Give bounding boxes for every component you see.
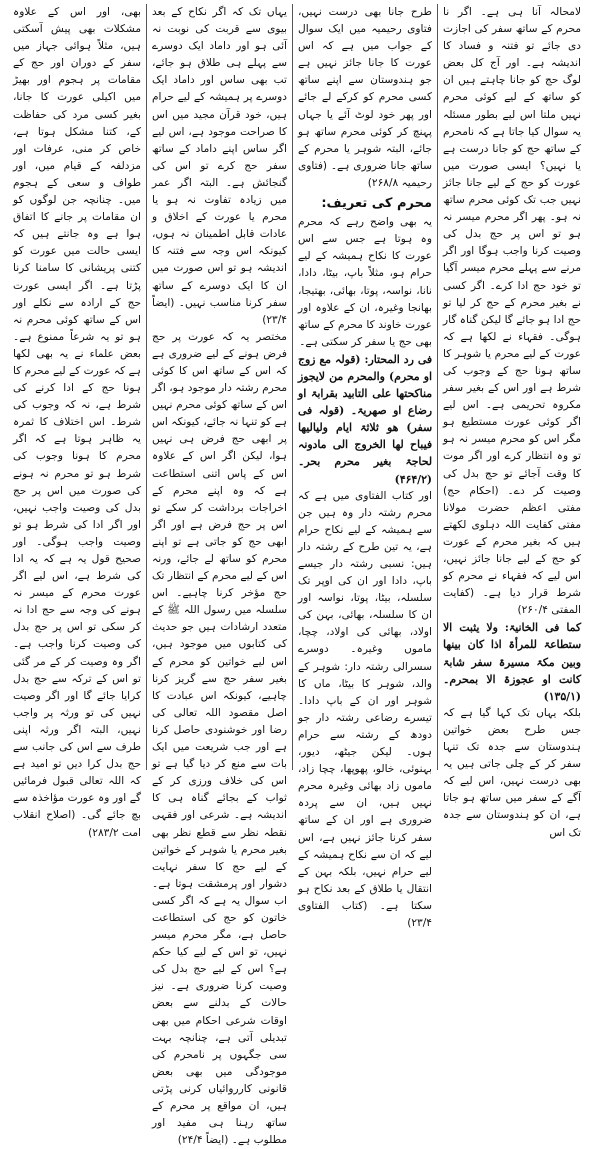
paragraph: بھی، اور اس کے علاوہ مشکلات بھی پیش آسکتی ہیں، مثلاً ہوائی جہاز میں سفر کے دوران اور حج کے مقامات پر ہجوم اور بھیڑ میں اکیلی عورت کا جانا، بغیر کسی مرد کی حفاظت کے، کتنا مشکل ہوتا ہے، خاص کر منی، عرفات اور مزدلفہ کے قیام میں، اور طواف و سعی کے ہجوم میں۔ چنانچہ جن لوگوں کو ان مقامات پر جانے کا اتفاق ہوا ہے وہ جانتے ہیں کہ ایسی حالت میں عورت کو کتنی پریشانی کا سامنا کرنا پڑتا ہے۔ اگر ایسی عورت حج کے ارادہ سے نکلے اور اس کے ساتھ کوئی محرم نہ ہو تو یہ شرعاً ممنوع ہے۔ بعض علماء نے یہ بھی لکھا ہے کہ عورت کے لیے محرم کا ہونا حج کے ادا کرنے کی شرط ہے، نہ کہ وجوب کی شرط۔ اس اختلاف کا ثمرہ یہ ظاہر ہوتا ہے کہ اگر محرم کا ہونا وجوب کی شرط ہو تو محرم نہ ہونے کی صورت میں اس پر حج بدل کی وصیت واجب نہیں، اور اگر ادا کی شرط ہو تو وصیت واجب ہوگی۔ اور صحیح قول یہ ہے کہ یہ ادا کی شرط ہے، اس لیے اگر عورت محرم کے میسر نہ ہونے کی وجہ سے حج ادا نہ کر سکی تو اس پر حج بدل کی وصیت کرنا واجب ہے۔ اگر وہ وصیت کر کے مر گئی تو اس کے ترکہ سے حج بدل کرایا جائے گا اور اگر وصیت نہیں کی تو ورثہ پر واجب نہیں، البتہ اگر ورثہ اپنی طرف سے اس کی جانب سے حج بدل کرا دیں تو امید ہے کہ اللہ تعالی قبول فرمائیں گے اور وہ عورت مؤاخذہ سے بچ جائے گی۔ (اصلاح انقلاب امت ۲۸۳/۲) xyxy=(13,6,141,839)
column-4 xyxy=(8,4,147,839)
arabic-quotation: فی رد المحتار: (قولہ مع زوج او محرم) والمحرم من لایجوز مناکحتھا علی التابید بقرابۃ او رضاع او صھریۃ۔ (قولہ فی سفر) ھو ثلاثۃ ایام ولیالیھا فیباح لھا الخروج الی مادونہ لحاجۃ بغیر محرم بحر۔ (۴۶۴/۲) xyxy=(298,352,432,486)
arabic-quotation: کما فی الخانیۃ: ولا یثبت الا ستطاعۃ للمرأۃ اذا کان بینھا وبین مکۃ مسیرۃ سفر شابۃ کانت او عجوزۃ الا بمحرم۔ (۱۳۵/۱) xyxy=(443,621,581,703)
paragraph: بلکہ یہاں تک کہا گیا ہے کہ جس طرح بعض خواتین ہندوستان سے جدہ تک تنہا سفر کر کے چلی جاتی ہیں یہ بھی درست نہیں، اس لیے کہ آگے کے سفر میں ساتھ ہو جاتا ہے، ان کو ہندوستان سے جدہ تک اس xyxy=(443,706,581,839)
paragraph: لامحالہ آنا ہی ہے۔ اگر نا محرم کے ساتھ سفر کی اجازت دی جائے تو فتنہ و فساد کا اندیشہ ہے۔ اور آج کل بعض لوگ حج کو جانا چاہتے ہیں ان کو ساتھ کے لیے کوئی محرم نہیں ملتا اس لیے بطور مسئلہ یہ سوال کیا جاتا ہے کہ نامحرم کے ساتھ حج کو جانا درست ہے یا نہیں؟ ایسی صورت میں عورت کو حج کے لیے جانا جائز نہیں جب تک کوئی محرم ساتھ نہ ہو۔ پھر اگر محرم میسر نہ ہو تو اس پر حج بدل کی وصیت کرنا واجب ہوگا اور اگر مرنے سے پہلے محرم میسر آگیا تو خود حج ادا کرے۔ اگر کسی نے بغیر محرم کے حج کر لیا تو حج ادا ہو جائے گا لیکن گناہ گار ہوگی۔ فقہاء نے لکھا ہے کہ عورت کے لیے محرم یا شوہر کا ساتھ ہونا حج کے وجوب کی شرط ہے اور اس کے بغیر سفر مکروہ تحریمی ہے۔ اس لیے اگر کوئی عورت مستطیع ہو مگر اس کو محرم میسر نہ ہو تو وہ انتظار کرے اور اگر موت کا وقت آجائے تو حج بدل کی وصیت کر دے۔ (احکام حج) مفتی اعظم حضرت مولانا مفتی کفایت اللہ دہلوی لکھتے ہیں کہ بغیر محرم کے عورت کو حج کے لیے جانا جائز نہیں، اس لیے کہ فقہاء نے محرم کو شرط قرار دیا ہے۔ (کفایت المفتی ۲۶۰/۴) xyxy=(443,6,581,617)
column-2 xyxy=(293,4,438,929)
paragraph: اور کتاب الفتاوی میں ہے کہ محرم رشتہ دار وہ ہیں جن سے ہمیشہ کے لیے نکاح حرام ہے، یہ تین طرح کے رشتہ دار ہیں: نسبی رشتہ دار جیسے باپ، دادا اور ان کی اوپر تک سلسلہ، بیٹا، پوتا، نواسہ اور ان کا سلسلہ، بھائی، بہن کی اولاد، بھائی کی اولاد، چچا، ماموں وغیرہ۔ دوسرے سسرالی رشتہ دار: شوہر کے والد، شوہر کا بیٹا، ماں کا شوہر اور ان کے باپ دادا۔ تیسرے رضاعی رشتہ دار جو دودھ کے رشتہ سے حرام ہوں۔ لیکن جیٹھ، دیور، بہنوئی، خالو، پھوپھا، چچا زاد، ماموں زاد بھائی وغیرہ محرم نہیں ہیں، ان سے پردہ ضروری ہے اور ان کے ساتھ سفر کرنا جائز نہیں ہے، اس لیے کہ ان سے نکاح ہمیشہ کے لیے حرام نہیں، بلکہ بہن کے انتقال یا طلاق کے بعد نکاح ہو سکتا ہے۔ (کتاب الفتاوی ۲۳/۴) xyxy=(298,489,432,929)
column-3 xyxy=(147,4,293,1147)
paragraph: یہ بھی واضح رہے کہ محرم وہ ہوتا ہے جس سے اس عورت کا نکاح ہمیشہ کے لیے حرام ہو، مثلاً باپ، بیٹا، دادا، نانا، نواسہ، پوتا، بھائی، بھتیجا، بھانجا وغیرہ، ان کے علاوہ اور عورت خاوند کا محرم کے ساتھ بھی حج یا سفر کر سکتی ہے۔ xyxy=(298,216,432,348)
paragraph: مختصر یہ کہ عورت پر حج فرض ہونے کے لیے ضروری ہے کہ اس کے ساتھ اس کا کوئی محرم رشتہ دار موجود ہو، اگر اس کے ساتھ کوئی محرم نہیں ہے کو تنہا نہ جائے، کیونکہ اس پر ابھی حج فرض ہی نہیں ہوا، لیکن اگر اس کے علاوہ اس کے پاس اتنی استطاعت ہے کہ وہ اپنے محرم کے اخراجات برداشت کر سکے تو اس پر حج فرض ہے اور اگر ابھی حج کو جاتی ہے تو اپنے محرم کو ساتھ لے جائے، ورنہ اس کے لیے محرم کے انتظار تک حج مؤخر کرنا چاہیے۔ اس سلسلہ میں رسول اللہ ﷺ کے متعدد ارشادات ہیں جو حدیث کی کتابوں میں موجود ہیں، اس لیے خواتین کو محرم کے بغیر سفر حج سے گریز کرنا چاہیے، کیونکہ اس عبادت کا اصل مقصود اللہ تعالی کی رضا اور خوشنودی حاصل کرنا ہے اور جب شریعت میں ایک بات سے منع کر دیا گیا ہے تو اس کی خلاف ورزی کر کے ثواب کے بجائے گناہ ہی کا اندیشہ ہے۔ شرعی اور فقہی نقطہ نظر سے قطع نظر بھی بغیر محرم یا شوہر کے خواتین کے لیے حج کا سفر نہایت دشوار اور پرمشقت ہوتا ہے۔ اب سوال یہ ہے کہ اگر کسی خاتون کو حج کی استطاعت حاصل ہے، مگر محرم میسر نہیں، تو اس کے لیے کیا حکم ہے؟ اس کے لیے حج بدل کی وصیت کرنا ضروری ہے۔ نیز حالات کے بدلنے سے بعض اوقات شرعی احکام میں بھی تبدیلی آتی ہے، چنانچہ بہت سی جگہوں پر نامحرم کی موجودگی میں بھی بعض قانونی کارروائیاں کرنی پڑتی ہیں، ان مواقع پر محرم کے ساتھ رہنا ہی مفید اور مطلوب ہے۔ (ایضاً ۲۴/۴) xyxy=(152,330,287,1147)
column-1 xyxy=(438,4,586,839)
paragraph: یہاں تک کہ اگر نکاح کے بعد بیوی سے قربت کی نوبت نہ آئی ہو اور داماد ایک دوسرے سے پہلے ہی طلاق ہو جائے، تب بھی ساس اور داماد ایک دوسرے پر ہمیشہ کے لیے حرام ہیں، خود قرآن مجید میں اس کا صراحت موجود ہے، اس لیے اگر ساس اپنے داماد کے ساتھ سفر حج کرے تو اس کی گنجائش ہے۔ البتہ اگر عمر میں زیادہ تفاوت نہ ہو یا محرم یا عورت کے اخلاق و عادات قابل اطمینان نہ ہوں، کیونکہ اس وجہ سے فتنہ کا اندیشہ ہو تو اس صورت میں ان کا ایک دوسرے کے ساتھ سفر کرنا مناسب نہیں۔ (ایضاً ۲۳/۴) xyxy=(152,6,287,326)
paragraph: طرح جانا بھی درست نہیں، فتاوی رحیمیہ میں ایک سوال کے جواب میں ہے کہ اس عورت کا جانا جائز نہیں ہے جو ہندوستان سے اپنے ساتھ کسی محرم کو کرکے لے جائے اور پھر خود لوٹ آئے یا جہاں پہنچ کر کوئی محرم ساتھ ہو جائے، البتہ شوہر یا محرم کے ساتھ جانا ضروری ہے۔ (فتاوی رحیمیہ ۲۶۸/۸) xyxy=(298,6,432,189)
section-heading: محرم کی تعریف: xyxy=(321,196,432,212)
